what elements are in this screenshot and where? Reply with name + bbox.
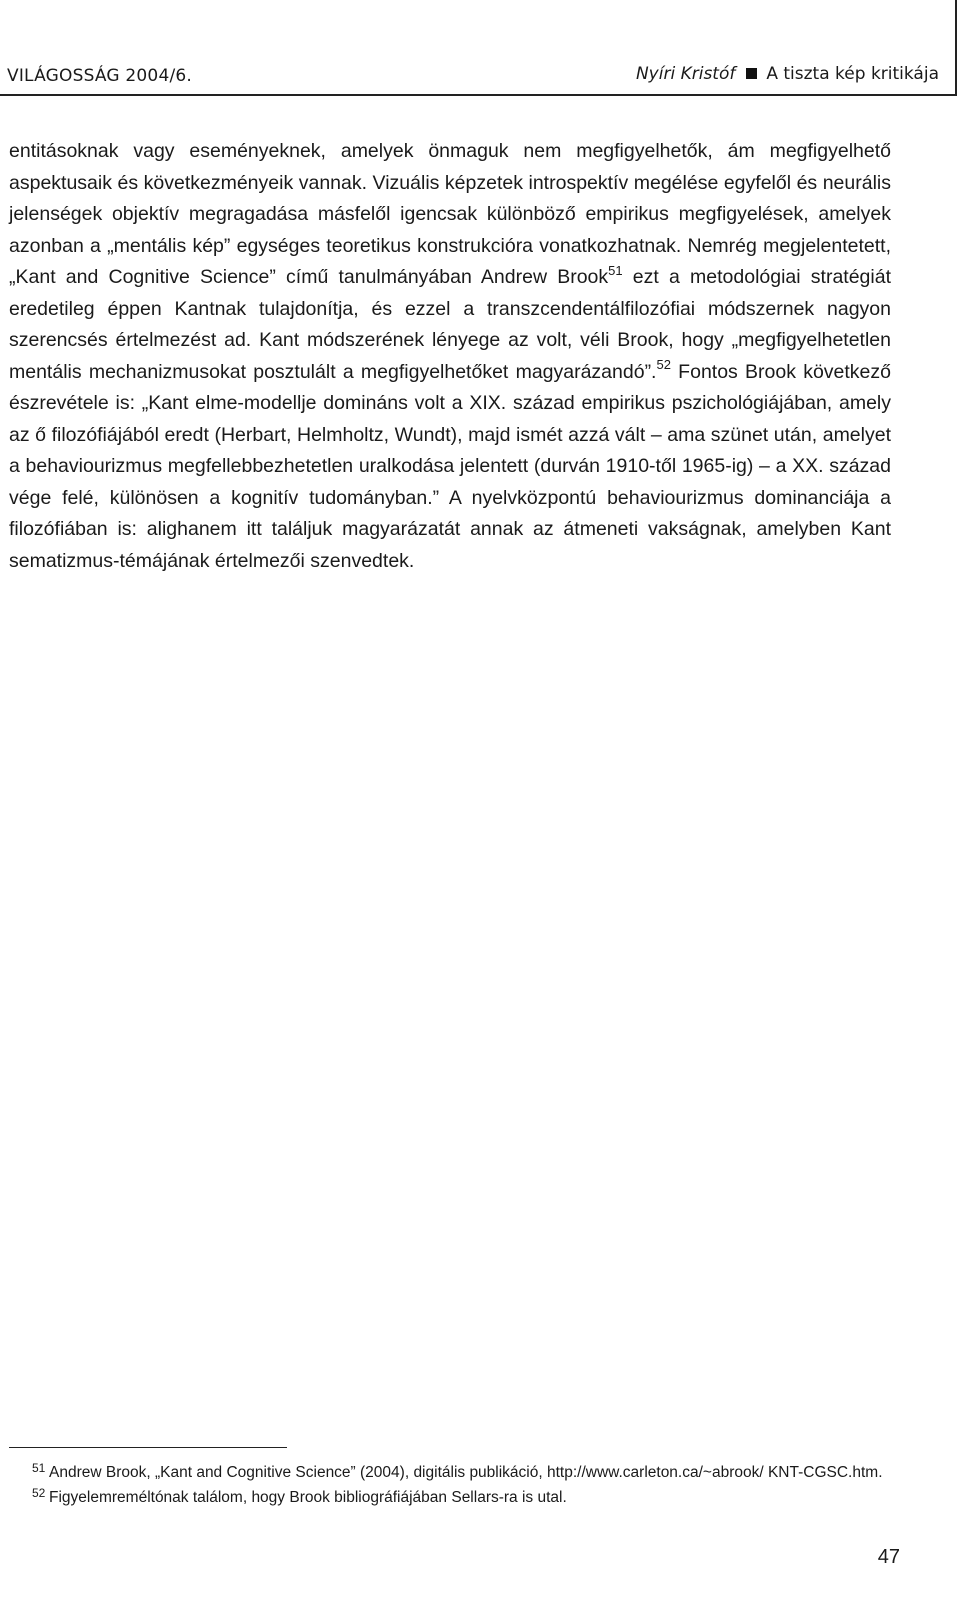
- author-name: Nyíri Kristóf: [635, 64, 736, 84]
- footnotes: [32, 1461, 912, 1511]
- footnote-text: Figyelemreméltónak találom, hogy Brook bibliográfiájában Sellars-ra is utal.: [49, 1489, 567, 1506]
- page-number: 47: [877, 1546, 900, 1568]
- body-text-part-1: entitásoknak vagy eseményeknek, amelyek önmaguk nem megfigyelhetők, ám megfigyelhető aspektusaik és következményeik vannak. Vizuális képzetek introspektív megélése egyfelől és neurális jelenségek objektív megragadása másfelől igencsak különböző empirikus megfigyelések, amelyek azonban a „mentális kép” egységes teoretikus konstrukcióra vonatkozhatnak. Nemrég megjelentetett, „Kant and Cognitive Science” című tanulmányában Andrew Brook: [9, 140, 891, 288]
- body-paragraph: [9, 136, 891, 577]
- article-title: A tiszta kép kritikája: [766, 64, 939, 84]
- body-text-part-2: ezt a metodológiai stratégiát eredetileg éppen Kantnak tulajdonítja, és ezzel a transzcendentálfilozófiai módszernek nagyon szerencsés értelmezést ad. Kant módszerének lényege az volt, véli Brook, hogy „megfigyelhetetlen mentális mechanizmusokat posztulált a megfigyelhetőket magyarázandó”.: [9, 266, 891, 383]
- footnote-51: [32, 1461, 912, 1485]
- footnote-ref-51: 51: [608, 262, 623, 278]
- footnote-number: 52: [32, 1486, 46, 1500]
- footnote-52: [32, 1486, 912, 1510]
- page-header: [0, 0, 957, 96]
- body-text-part-3: Fontos Brook következő észrevétele is: „Kant elme-modellje domináns volt a XIX. század empirikus pszichológiájában, amely az ő filozófiájából eredt (Herbart, Helmholtz, Wundt), majd ismét azzá vált – ama szünet után, amelyet a behaviourizmus megfellebbezhetetlen uralkodása jelentett (durván 1910-től 1965-ig) – a XX. század vége felé, különösen a kognitív tudományban.” A nyelvközpontú behaviourizmus dominanciája a filozófiában is: alighanem itt találjuk magyarázatát annak az átmeneti vakságnak, amelyben Kant sematizmus-témájának értelmezői szenvedtek.: [9, 360, 892, 572]
- running-title: [636, 64, 939, 84]
- footnote-text: Andrew Brook, „Kant and Cognitive Science” (2004), digitális publikáció, http://www.carleton.ca/~abrook/ KNT-CGSC.htm.: [49, 1464, 883, 1481]
- article-body: [9, 136, 891, 577]
- footnote-ref-52: 52: [656, 357, 671, 372]
- journal-name: VILÁGOSSÁG 2004/6.: [7, 66, 193, 86]
- footnote-number: 51: [32, 1461, 46, 1475]
- footnote-divider: [9, 1447, 287, 1448]
- square-separator-icon: [746, 68, 757, 79]
